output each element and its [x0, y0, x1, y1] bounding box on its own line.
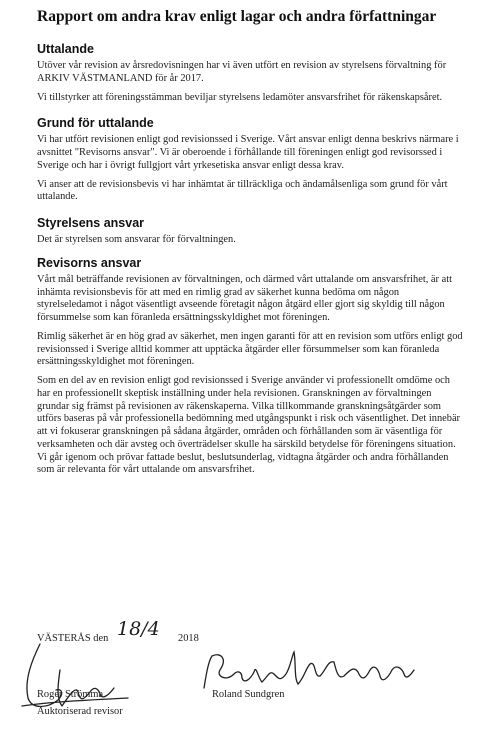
paragraph: Som en del av en revision enligt god revisionssed i Sverige använder vi professionellt omdöme och har en professionellt skeptisk inställning under hela revisionen. Granskningen av förvaltningen grundar sig främst på revisionen av räkenskaperna. Vilka tillkommande granskningsåtgärder som utförs baseras på vår professionella bedömning med utgångspunkt i risk och väsentlighet. Det innebär att vi fokuserar granskningen på sådana åtgärder, områden och förhållanden som är väsentliga för verksamheten och där avsteg och överträdelser skulle ha särskild betydelse för föreningens situation. Vi går igenom och prövar fattade beslut, beslutsunderlag, vidtagna åtgärder och andra förhållanden som är relevanta för vårt uttalande om ansvarsfrihet. — [37, 375, 461, 476]
paragraph: Rimlig säkerhet är en hög grad av säkerhet, men ingen garanti för att en revision som utförs enligt god revisionssed i Sverige alltid kommer att upptäcka åtgärder eller försummelser som kan föranleda ersättningsskyldighet mot föreningen. — [37, 330, 463, 368]
page-title: Rapport om andra krav enligt lagar och andra författningar — [37, 8, 437, 25]
paragraph: Vi anser att de revisionsbevis vi har inhämtat är tillräckliga och ändamålsenliga som grund för vårt uttalande. — [37, 178, 448, 203]
section-uttalande — [37, 42, 465, 104]
section-heading: Uttalande — [37, 42, 94, 56]
paragraph: Det är styrelsen som ansvarar för förvaltningen. — [37, 234, 236, 245]
report-document — [37, 8, 465, 489]
section-heading: Styrelsens ansvar — [37, 216, 145, 230]
paragraph: Utöver vår revision av årsredovisningen har vi även utfört en revision av styrelsens förvaltning för ARKIV VÄSTMANLAND för år 2017. — [37, 60, 447, 84]
signature-year: 2018 — [178, 633, 199, 644]
signatory-name: Roger Strömma — [37, 689, 104, 700]
section-heading: Revisorns ansvar — [37, 255, 142, 270]
signatory-role: Auktoriserad revisor — [37, 706, 123, 717]
signature-place: VÄSTERÅS den — [37, 633, 109, 644]
paragraph: Vi har utfört revisionen enligt god revisionssed i Sverige. Vårt ansvar enligt denna beskrivs närmare i avsnittet "Revisorns ansvar". Vi är oberoende i förhållande till föreningen enligt god revisorssed i Sverige och har i övrigt fullgjort vårt yrkesetiska ansvar enligt dessa krav. — [37, 134, 459, 171]
section-revisorns-ansvar — [37, 256, 465, 477]
section-styrelsens-ansvar — [37, 216, 465, 247]
paragraph: Vi tillstyrker att föreningsstämman beviljar styrelsens ledamöter ansvarsfrihet för räkenskapsåret. — [37, 91, 443, 103]
section-grund — [37, 116, 465, 204]
handwritten-date: 18/4 — [117, 618, 160, 640]
signatory-name: Roland Sundgren — [212, 689, 285, 700]
paragraph: Vårt mål beträffande revisionen av förvaltningen, och därmed vårt uttalande om ansvarsfrihet, är att inhämta revisionsbevis för att med en rimlig grad av säkerhet kunna bedöma om någon styrelseledamot i något väsentligt avseende företagit någon åtgärd eller gjort sig skyldig till någon försummelse som kan föranleda ersättningsskyldighet mot föreningen. — [37, 273, 452, 323]
section-heading: Grund för uttalande — [37, 116, 154, 131]
